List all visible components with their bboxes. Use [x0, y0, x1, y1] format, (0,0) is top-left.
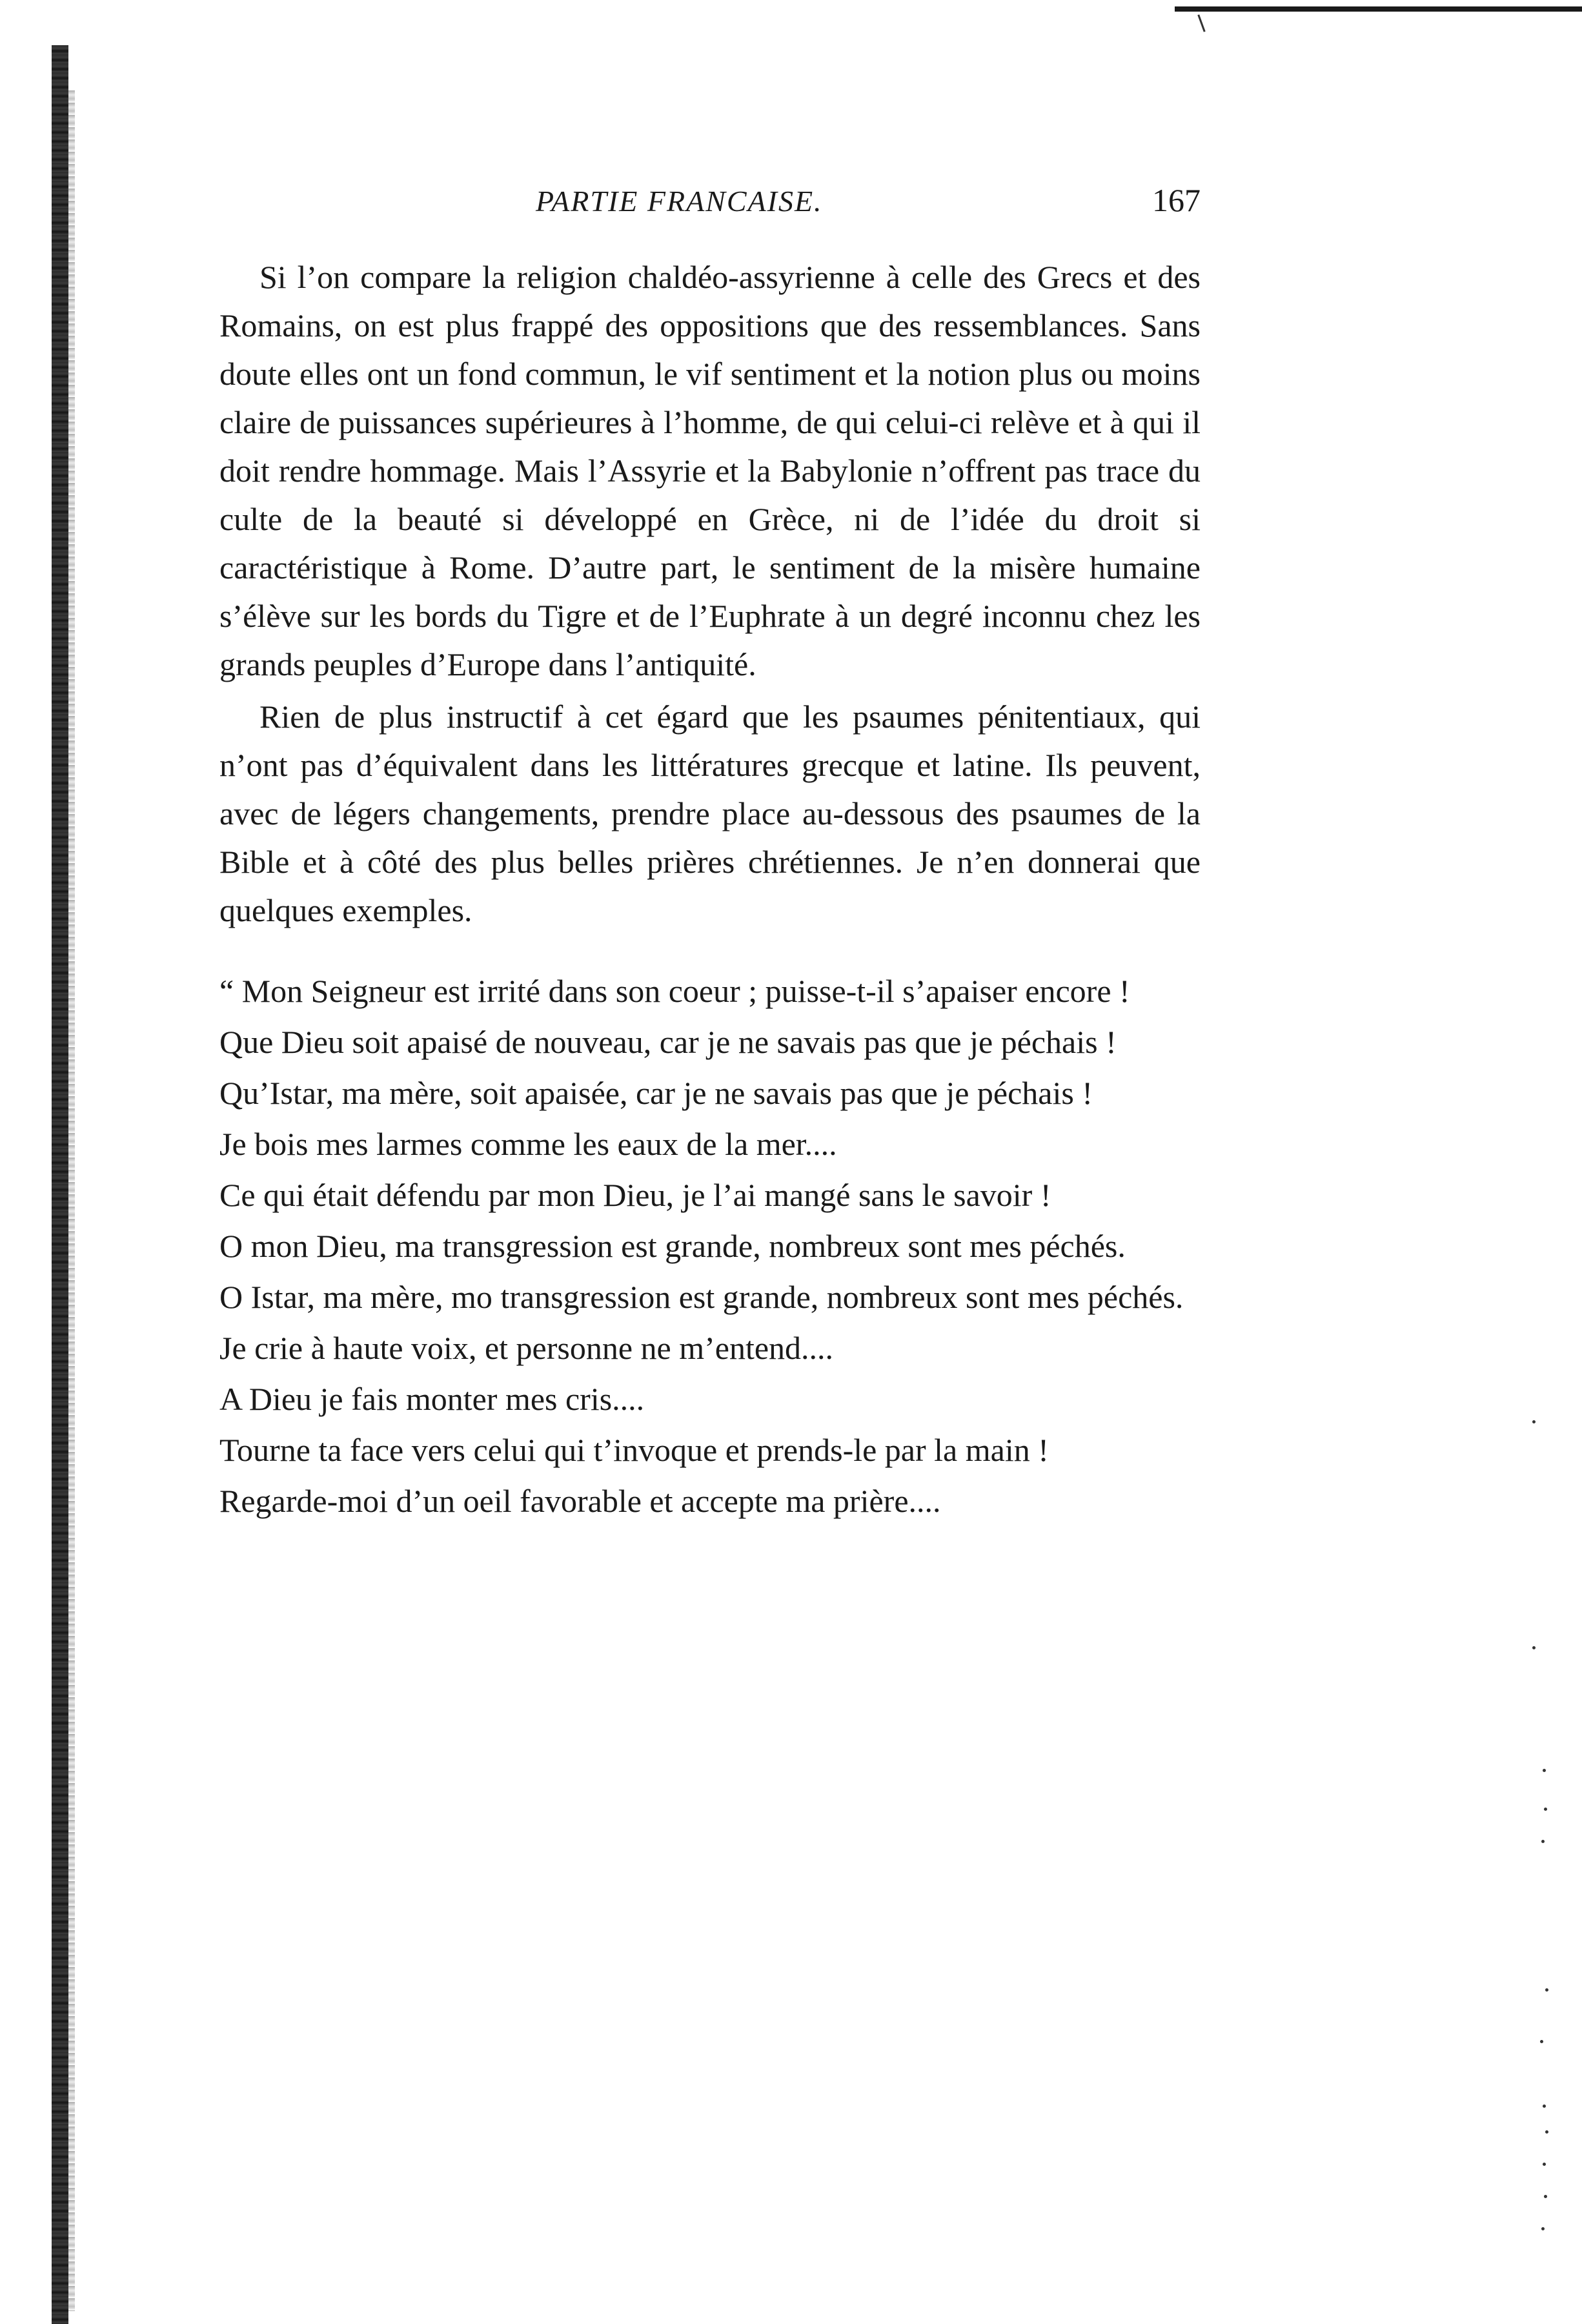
- verse-line: Ce qui était défendu par mon Dieu, je l’ai mangé sans le savoir !: [219, 1177, 1051, 1213]
- page-number: 167: [1152, 182, 1201, 218]
- verse-line: Que Dieu soit apaisé de nouveau, car je ne savais pas que je péchais !: [219, 1024, 1117, 1060]
- speck: [1544, 1808, 1547, 1811]
- speck: [1540, 2040, 1543, 2043]
- speck: [1543, 2105, 1546, 2108]
- top-edge-rule: [1175, 6, 1582, 12]
- page-body: [219, 253, 1201, 1528]
- speck: [1532, 1646, 1536, 1649]
- speck: [1545, 2130, 1548, 2134]
- speck: [1532, 1420, 1536, 1423]
- speck: [1544, 2195, 1547, 2198]
- book-spine-edge: [52, 45, 68, 2324]
- verse-line: Tourne ta face vers celui qui t’invoque et prends-le par la main !: [219, 1432, 1049, 1468]
- speck: [1541, 2227, 1545, 2230]
- verse-line: Je bois mes larmes comme les eaux de la mer....: [219, 1126, 837, 1162]
- margin-specks: [1530, 1420, 1556, 2259]
- paragraph: Si l’on compare la religion chaldéo-assyrienne à celle des Grecs et des Romains, on est plus frappé des oppositions que des ressemblances. Sans doute elles ont un fond commun, le vif sentiment et la notion plus ou moins claire de puissances supérieures à l’homme, de qui celui-ci relève et à qui il doit rendre hommage. Mais l’Assyrie et la Babylonie n’offrent pas trace du culte de la beauté si développé en Grèce, ni de l’idée du droit si caractéristique à Rome. D’autre part, le sentiment de la misère humaine s’élève sur les bords du Tigre et de l’Euphrate à un degré inconnu chez les grands peuples d’Europe dans l’antiquité.: [219, 259, 1201, 682]
- verse-line: O Istar, ma mère, mo transgression est grande, nombreux sont mes péchés.: [219, 1279, 1184, 1315]
- book-spine-shadow: [68, 90, 75, 2311]
- verse-line: Regarde-moi d’un oeil favorable et accepte ma prière....: [219, 1483, 941, 1519]
- verse-line: Qu’Istar, ma mère, soit apaisée, car je ne savais pas que je péchais !: [219, 1075, 1093, 1111]
- page-header: [219, 184, 1201, 236]
- verse-line: Je crie à haute voix, et personne ne m’entend....: [219, 1330, 834, 1366]
- paragraph: Rien de plus instructif à cet égard que les psaumes pénitentiaux, qui n’ont pas d’équivalent dans les littératures grecque et latine. Ils peuvent, avec de légers changements, prendre place au-dessous des psaumes de la Bible et à côté des plus belles prières chrétiennes. Je n’en donnerai que quelques exemples.: [219, 698, 1201, 928]
- verse-line: A Dieu je fais monter mes cris....: [219, 1381, 645, 1417]
- speck: [1545, 1988, 1548, 1992]
- speck: [1543, 1769, 1546, 1772]
- psalm-verses: [219, 967, 1201, 1525]
- verse-line: “ Mon Seigneur est irrité dans son coeur ; puisse-t-il s’apaiser encore !: [219, 973, 1130, 1009]
- running-title: PARTIE FRANCAISE.: [536, 185, 823, 218]
- speck: [1543, 2163, 1546, 2166]
- verse-line: O mon Dieu, ma transgression est grande, nombreux sont mes péchés.: [219, 1228, 1126, 1264]
- speck: [1541, 1840, 1545, 1843]
- top-edge-mark: [1197, 14, 1205, 32]
